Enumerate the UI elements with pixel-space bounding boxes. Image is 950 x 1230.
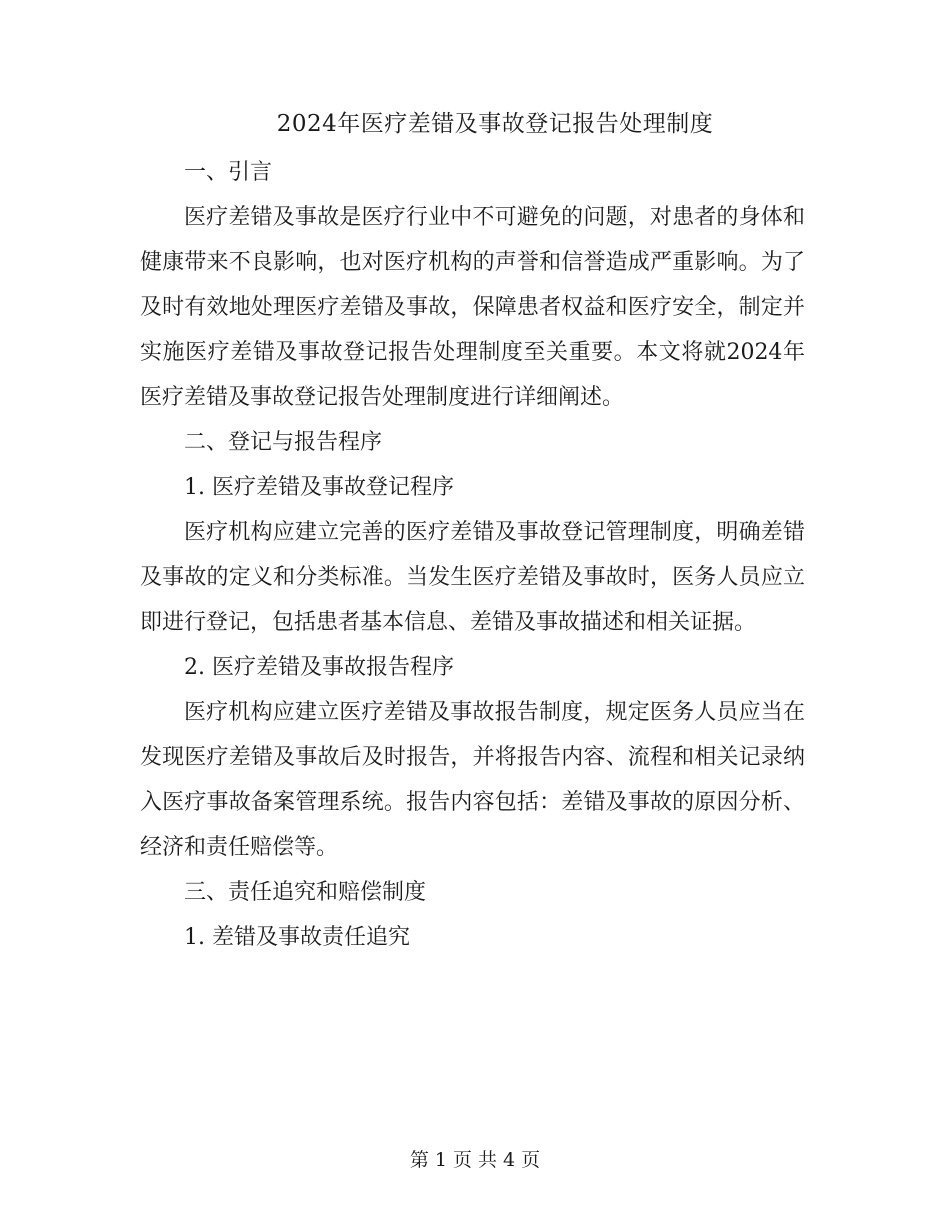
paragraph-registration-procedure: 医疗机构应建立完善的医疗差错及事故登记管理制度，明确差错及事故的定义和分类标准。当发生医疗差错及事故时，医务人员应立即进行登记，包括患者基本信息、差错及事故描述和相关证据。 bbox=[140, 520, 805, 635]
subheading-accountability: 1. 差错及事故责任追究 bbox=[184, 925, 410, 950]
document-body bbox=[140, 150, 805, 960]
page-number-footer: 第 1 页 共 4 页 bbox=[409, 1149, 541, 1171]
paragraph-reporting-procedure: 医疗机构应建立医疗差错及事故报告制度，规定医务人员应当在发现医疗差错及事故后及时报告，并将报告内容、流程和相关记录纳入医疗事故备案管理系统。报告内容包括：差错及事故的原因分析、经济和责任赔偿等。 bbox=[140, 700, 805, 860]
subheading-registration-procedure: 1. 医疗差错及事故登记程序 bbox=[184, 475, 454, 500]
document-title: 2024年医疗差错及事故登记报告处理制度 bbox=[276, 111, 714, 137]
paragraph-introduction: 医疗差错及事故是医疗行业中不可避免的问题，对患者的身体和健康带来不良影响，也对医疗机构的声誉和信誉造成严重影响。为了及时有效地处理医疗差错及事故，保障患者权益和医疗安全，制定并实施医疗差错及事故登记报告处理制度至关重要。本文将就2024年医疗差错及事故登记报告处理制度进行详细阐述。 bbox=[140, 205, 805, 410]
section-heading-introduction: 一、引言 bbox=[184, 160, 273, 185]
section-heading-accountability: 三、责任追究和赔偿制度 bbox=[184, 880, 427, 905]
section-heading-registration-reporting: 二、登记与报告程序 bbox=[184, 430, 383, 455]
subheading-reporting-procedure: 2. 医疗差错及事故报告程序 bbox=[184, 655, 454, 680]
